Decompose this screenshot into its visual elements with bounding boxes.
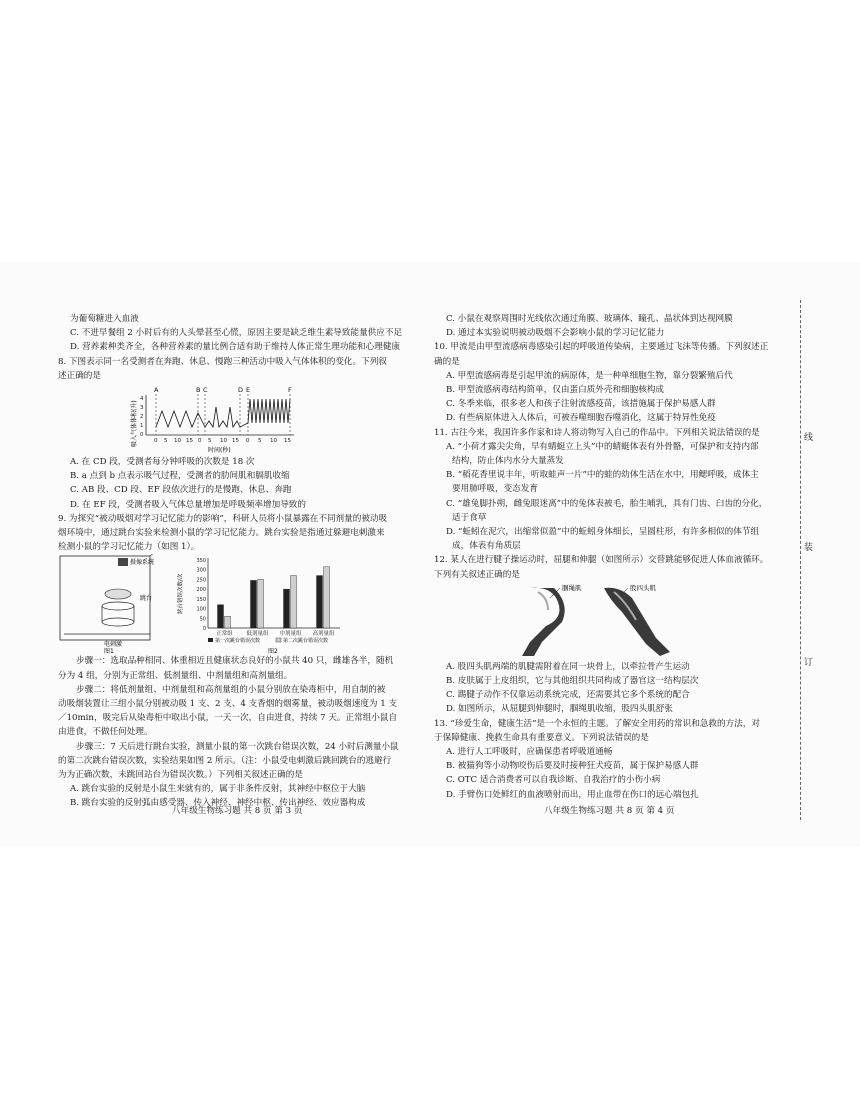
question-9-figures <box>58 554 414 654</box>
binding-label: 线 <box>804 433 814 443</box>
breathing-volume-chart <box>58 383 414 455</box>
x-tick: 0 <box>246 438 250 445</box>
legend-first: 第一次跳台错误次数 <box>215 638 261 645</box>
step-line: 步骤三：7 天后进行跳台实验，测量小鼠的第一次跳台错误次数，24 小时后测量小鼠 <box>76 741 399 752</box>
option-line: 结构，防止体内水分大量蒸发 <box>452 456 564 467</box>
step-line: 分为 4 组，分别为正常组、低剂量组、中剂量组和高剂量组。 <box>58 670 293 681</box>
hamstring-label: 腘绳肌 <box>562 583 582 592</box>
camera-label: 摄像系统 <box>130 559 155 567</box>
point-label: F <box>288 386 292 395</box>
bar-chart-y-tick: 0 <box>202 626 206 633</box>
page-footer: 八年级生物练习题 共 8 页 第 4 页 <box>544 806 675 816</box>
option-line: C. OTC 适合消费者可以自我诊断、自我治疗的小伤小病 <box>446 775 661 786</box>
step-line: 步骤二：将低剂量组、中剂量组和高剂量组的小鼠分别放在染毒柜中，用自制的被 <box>76 684 386 695</box>
x-tick: 0 <box>198 438 202 445</box>
option-line: A. 跳台实验的反射是小鼠生来就有的，属于非条件反射，其神经中枢位于大脑 <box>70 784 366 795</box>
legend-second: 第二次跳台错误次数 <box>283 638 329 645</box>
step-line: 的第二次跳台错误次数，实验结果如图 2 所示。（注：小鼠受电刺激后跳回跳台的逃避行 <box>58 755 392 766</box>
option-line: D. 如图所示，从屈腿到伸腿时，腘绳肌收缩，股四头肌舒张 <box>446 704 673 715</box>
question-12-stem: 12. 某人在进行腱子操运动时，屈腿和伸腿（如图所示）交替跳能够促进人体血液循环。 <box>434 555 769 566</box>
bar-first-3 <box>317 576 323 628</box>
point-label: A <box>154 386 159 395</box>
question-9-stem: 9. 为探究“被动吸烟对学习记忆能力的影响”，科研人员将小鼠暴露在不同剂量的被动吸 <box>58 513 388 524</box>
x-tick: 10 <box>270 438 277 445</box>
bar-first-0 <box>218 605 224 628</box>
bar-chart-y-tick: 250 <box>196 577 206 584</box>
option-line: C. AB 段、CD 段、EF 段依次进行的是慢跑、休息、奔跑 <box>70 485 292 496</box>
chart-xlabel: 时间(秒) <box>208 447 231 455</box>
jump-platform-figure <box>60 554 158 654</box>
question-11-stem: 11. 古往今来，我国许多作家和诗人将动物写入自己的作品中。下列相关说法错误的是 <box>434 427 760 438</box>
option-line: B. 跳台实验的反射弧由感受器、传入神经、神经中枢、传出神经、效应器构成 <box>70 798 366 809</box>
y-tick: 3 <box>140 405 144 412</box>
leg-muscle-figure <box>434 582 786 660</box>
x-tick: 5 <box>258 438 262 445</box>
platform-label: 跳台 <box>140 595 153 603</box>
bar-chart-ylabel: 跳台错误次数/次 <box>178 574 184 615</box>
bar-chart-y-tick: 300 <box>196 568 206 575</box>
bar-second-2 <box>291 576 297 628</box>
step-line: 动吸烟装置让三组小鼠分别被动吸 1 支、2 支、4 支香烟的烟雾量，被动吸烟速度为 1 支 <box>58 699 398 710</box>
camera-icon <box>118 558 128 566</box>
point-label: B <box>196 386 201 395</box>
text-line: 为葡萄糖进入血液 <box>70 314 139 324</box>
binding-line <box>800 300 801 820</box>
bar-first-1 <box>251 581 257 629</box>
option-line: 要用肺呼吸，变态发育 <box>452 484 538 495</box>
bar-chart-category-label: 中剂量组 <box>279 631 302 638</box>
option-line: C. 小鼠在观察周围时光线依次通过角膜、玻璃体、瞳孔、晶状体到达视网膜 <box>446 314 733 324</box>
option-line: B. 皮肤属于上皮组织，它与其他组织共同构成了器官这一结构层次 <box>446 676 699 687</box>
x-tick: 15 <box>284 438 291 445</box>
question-9-stem: 检测小鼠的学习记忆能力（如图 1）。 <box>58 542 200 553</box>
text-line: C. 不进早餐组 2 小时后有的人头晕甚至心慌，原因主要是缺乏维生素导致能量供应不足 <box>70 328 403 339</box>
figure-caption: 图2 <box>268 648 278 655</box>
option-line: C. 踢腱子动作不仅靠运动系统完成，还需要其它多个系统的配合 <box>446 690 690 701</box>
option-line: C. “雄兔脚扑朔，雌兔眼迷离”中的兔体表被毛，胎生哺乳，具有门齿、臼齿的分化， <box>446 498 768 509</box>
y-tick: 0 <box>140 432 144 439</box>
bar-chart-category-label: 高剂量组 <box>312 631 335 638</box>
option-line: 适于食草 <box>452 512 487 523</box>
point-label: C <box>203 386 208 395</box>
question-9-stem: 烟环境中，通过跳台实验来检测小鼠的学习记忆能力。跳台实验是指通过躲避电刺激来 <box>58 528 385 539</box>
question-8-stem: 述正确的是 <box>58 370 101 381</box>
question-10-stem: 确的是 <box>434 356 460 367</box>
x-tick: 10 <box>174 438 181 445</box>
question-12-stem: 下列有关叙述正确的是 <box>434 569 520 580</box>
text-line: D. 营养素种类齐全，各种营养素的量比例合适有助于维持人体正常生理功能和心理健康 <box>70 342 401 353</box>
option-line: B. “稻花香里说丰年，听取蛙声一片”中的蛙的幼体生活在水中，用鳃呼吸，成体主 <box>446 470 759 481</box>
shock-label: 电刺激 <box>104 641 123 649</box>
bar-chart-y-tick: 350 <box>196 558 206 565</box>
step-line: 由进食，不做任何处理。 <box>58 727 153 738</box>
point-label: E <box>246 386 251 395</box>
option-line: 成，体表有角质层 <box>452 541 521 552</box>
option-line: D. “蚯蚓在泥穴，出缩常似盈”中的蚯蚓身体细长，呈圆柱形，有许多相似的体节组 <box>446 527 760 538</box>
bar-chart-y-tick: 100 <box>196 607 206 614</box>
bar-second-0 <box>225 617 231 629</box>
bar-chart-y-tick: 150 <box>196 597 206 604</box>
step-line: ／10min，吸完后从染毒柜中取出小鼠，一天一次，自由进食，持续 7 天。正常组小鼠自 <box>58 713 398 724</box>
bar-chart-y-tick: 50 <box>199 616 206 623</box>
page-4-column <box>434 312 786 802</box>
binding-label: 订 <box>804 658 814 668</box>
quadriceps-label: 股四头肌 <box>630 583 656 592</box>
x-tick: 15 <box>186 438 193 445</box>
bar-chart-category-label: 正常组 <box>216 631 233 638</box>
x-tick: 10 <box>220 438 227 445</box>
option-line: D. 手臂伤口处鲜红的血液喷射而出，用止血带在伤口的远心端包扎 <box>446 789 699 800</box>
page-footer: 八年级生物练习题 共 8 页 第 3 页 <box>172 806 303 816</box>
option-line: A. “小荷才露尖尖角，早有蜻蜓立上头”中的蜻蜓体表有外骨骼，可保护和支持内部 <box>446 441 759 452</box>
option-line: D. 有些病原体进入人体后，可被吞噬细胞吞噬消化，这属于特异性免疫 <box>446 413 716 424</box>
step-line: 步骤一：选取品种相同、体重相近且健康状态良好的小鼠共 40 只，雌雄各半，随机 <box>76 656 394 667</box>
question-8-stem: 8. 下图表示同一名受测者在奔跑、休息、慢跑三种活动中吸入气体体积的变化。下列叙 <box>58 356 387 367</box>
bar-chart-y-tick: 200 <box>196 587 206 594</box>
option-line: C. 冬季来临，很多老人和孩子注射流感疫苗，该措施属于保护易感人群 <box>446 399 716 410</box>
option-line: B. 甲型流感病毒结构简单，仅由蛋白质外壳和细胞核构成 <box>446 385 665 396</box>
figure-caption: 图1 <box>104 648 114 655</box>
option-line: D. 在 EF 段，受测者吸入气体总量增加是呼吸频率增加导致的 <box>70 499 306 510</box>
mouse-icon <box>105 589 131 599</box>
straight-leg-illustration <box>604 588 670 656</box>
x-tick: 5 <box>164 438 168 445</box>
question-10-stem: 10. 甲流是由甲型流感病毒感染引起的呼吸道传染病，主要通过飞沫等传播。下列叙述正 <box>434 342 769 353</box>
question-13-stem: 于保障健康、挽救生命具有重要意义。下列说法错误的是 <box>434 732 649 743</box>
x-tick: 5 <box>208 438 212 445</box>
step-line: 为为正确次数，未跳回站台为错误次数。）下列相关叙述正确的是 <box>58 770 303 781</box>
x-tick: 0 <box>154 438 158 445</box>
point-label: D <box>238 386 244 395</box>
option-line: A. 进行人工呼吸时，应确保患者呼吸道通畅 <box>446 747 613 758</box>
option-line: D. 通过本实验说明被动吸烟不会影响小鼠的学习记忆能力 <box>446 328 665 339</box>
bar-second-3 <box>324 567 330 628</box>
bar-second-1 <box>258 580 264 629</box>
y-tick: 2 <box>140 414 144 421</box>
option-line: A. 在 CD 段，受测者每分钟呼吸的次数是 18 次 <box>70 457 255 468</box>
chart-ylabel: 吸入气体体积(升) <box>131 400 138 448</box>
option-line: B. 被猫狗等小动物咬伤后要及时接种狂犬疫苗，属于保护易感人群 <box>446 761 699 772</box>
binding-label: 装 <box>804 543 814 553</box>
error-count-bar-chart <box>176 558 340 654</box>
option-line: B. a 点到 b 点表示吸气过程，受测者的肋间肌和膈肌收缩 <box>70 471 290 482</box>
option-line: A. 甲型流感病毒是引起甲流的病原体，是一种单细胞生物，靠分裂繁殖后代 <box>446 370 733 381</box>
y-tick: 4 <box>140 396 144 403</box>
option-line: A. 股四头肌两端的肌腱需附着在同一块骨上，以牵拉骨产生运动 <box>446 661 690 672</box>
page-3-column <box>58 312 414 811</box>
bar-first-2 <box>284 590 290 629</box>
x-tick: 15 <box>232 438 239 445</box>
bent-leg-illustration <box>522 588 565 656</box>
y-tick: 1 <box>140 423 144 430</box>
question-13-stem: 13. “珍爱生命，健康生活”是一个永恒的主题。了解安全用药的常识和急救的方法，对 <box>434 718 760 729</box>
bar-chart-category-label: 低剂量组 <box>246 631 269 638</box>
